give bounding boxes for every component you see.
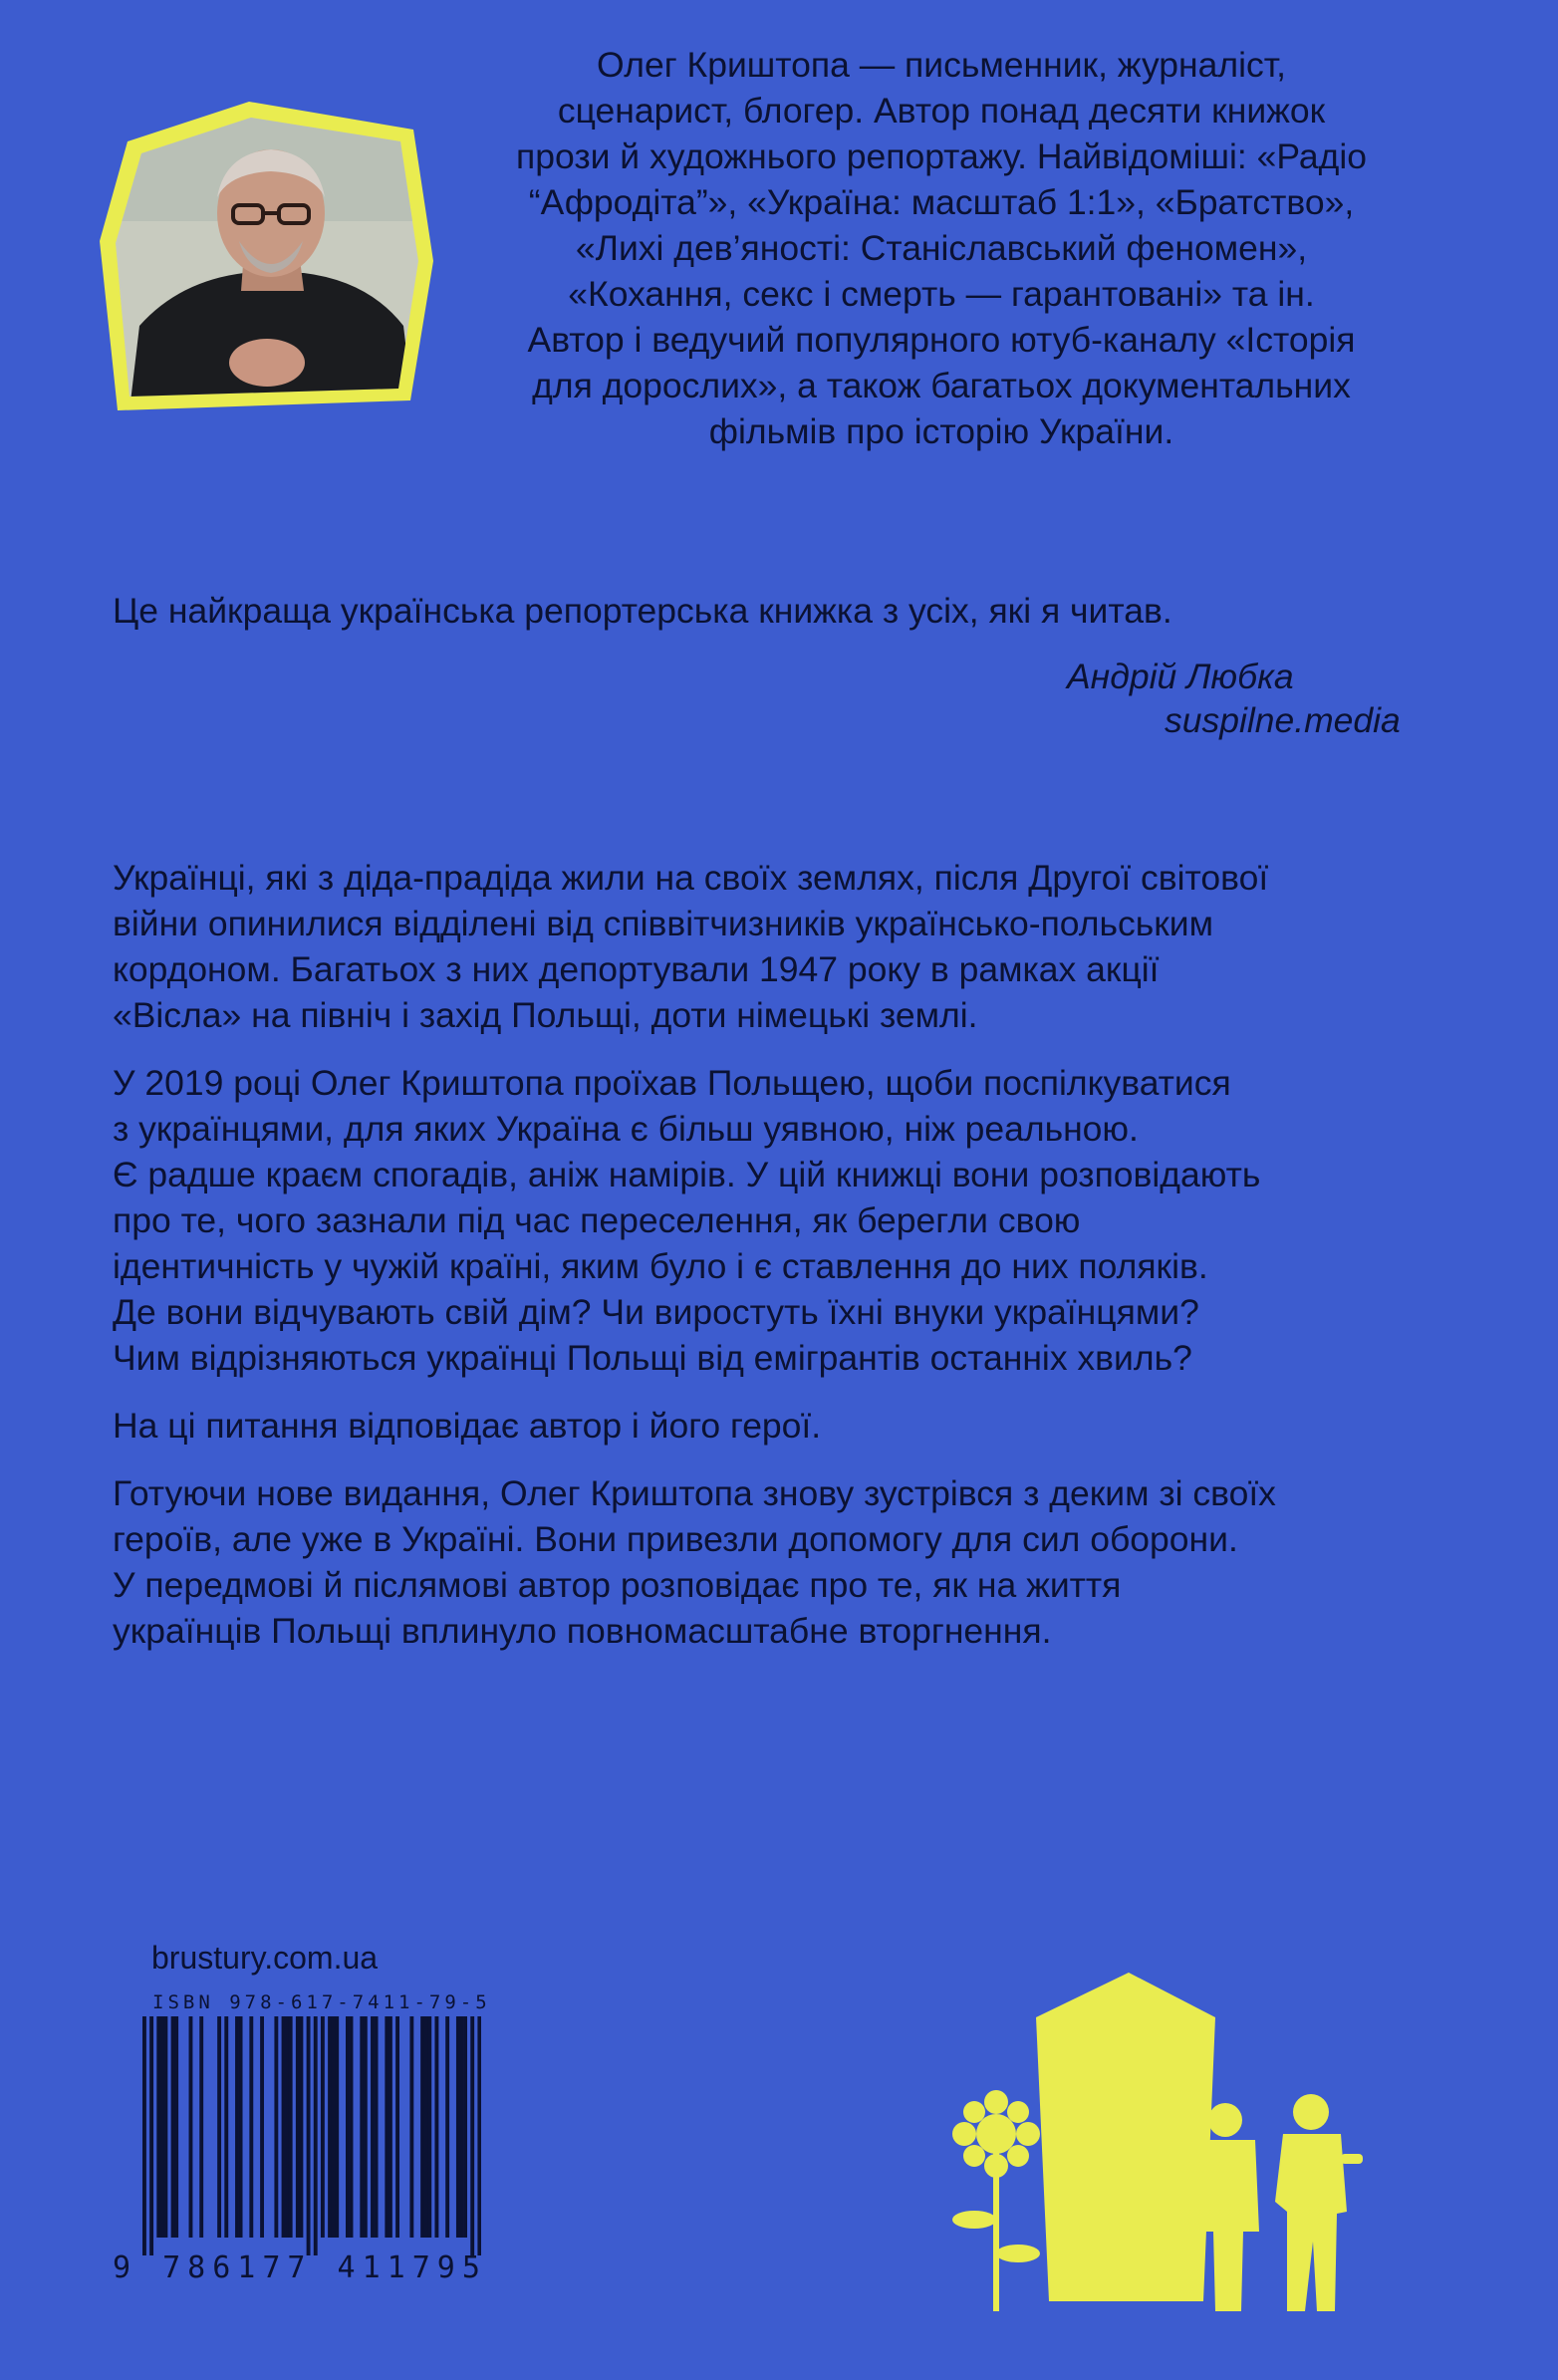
barcode-bar [285, 2016, 289, 2238]
barcode-bar [463, 2016, 467, 2238]
author-hands [229, 339, 305, 387]
barcode-bar [445, 2016, 449, 2238]
publisher-website[interactable]: brustury.com.ua [151, 1940, 379, 1976]
barcode-bar [289, 2016, 293, 2238]
barcode-bar [171, 2016, 175, 2238]
family-house-sunflower-icon [905, 1903, 1423, 2332]
quote-text: Це найкраща українська репортерська книжка з усіх, які я читав. [113, 591, 1172, 631]
barcode-bar [332, 2016, 336, 2238]
description-paragraph [113, 1060, 1447, 1381]
barcode-bar [477, 2016, 481, 2255]
description-line: Де вони відчувають свій дім? Чи виростуть їхні внуки українцями? [113, 1292, 1199, 1332]
barcode-bar [335, 2016, 339, 2238]
barcode-bar [174, 2016, 178, 2238]
house-shape [1036, 1973, 1215, 2301]
description-paragraph [113, 1403, 1447, 1449]
description-line: Готуючи нове видання, Олег Криштопа знову зустрівся з деким зі своїх [113, 1473, 1276, 1513]
barcode-bar [163, 2016, 167, 2238]
barcode-bar [160, 2016, 164, 2238]
barcode-bar [189, 2016, 193, 2238]
barcode-bar [385, 2016, 389, 2238]
barcode-bar [224, 2016, 228, 2238]
barcode-bar [282, 2016, 286, 2238]
author-bio [438, 42, 1444, 454]
description-line: українців Польщі вплинуло повномасштабне вторгнення. [113, 1611, 1052, 1651]
description-line: Чим відрізняються українці Польщі від емігрантів останніх хвиль? [113, 1338, 1192, 1378]
barcode-bar [249, 2016, 253, 2238]
bio-line: фільмів про історію України. [708, 411, 1174, 451]
barcode-bar [299, 2016, 303, 2238]
barcode-bar [460, 2016, 464, 2238]
description-line: ідентичність у чужій країні, яким було і є ставлення до них поляків. [113, 1246, 1208, 1286]
barcode-bar [424, 2016, 428, 2238]
bio-line: для дорослих», а також багатьох документальних [532, 366, 1351, 405]
bio-line: “Афродіта”», «Україна: масштаб 1:1», «Братство», [528, 182, 1355, 222]
barcode-bar [375, 2016, 379, 2238]
barcode-bar [456, 2016, 460, 2238]
barcode-bar [395, 2016, 399, 2238]
barcode-bar [389, 2016, 392, 2238]
bio-line: Олег Криштопа — письменник, журналіст, [597, 45, 1286, 85]
quote-author: Андрій Любка [1067, 657, 1294, 696]
person-figure [1275, 2094, 1363, 2311]
sunflower-shape [952, 2090, 1040, 2311]
barcode-bar [149, 2016, 153, 2255]
barcode-bar [470, 2016, 474, 2255]
barcode-bar [321, 2016, 325, 2238]
bio-line: Автор і ведучий популярного ютуб-каналу «Історія [527, 320, 1356, 360]
description-line: На ці питання відповідає автор і його герої. [113, 1406, 822, 1446]
isbn-label: ISBN 978-617-7411-79-5 [152, 1991, 491, 2013]
description-line: «Вісла» на північ і захід Польщі, доти німецькі землі. [113, 995, 978, 1035]
quote-source: suspilne.media [1165, 700, 1401, 740]
barcode-bar [350, 2016, 354, 2238]
barcode-bar [307, 2016, 311, 2255]
bio-line: «Кохання, секс і смерть — гарантовані» та ін. [568, 274, 1315, 314]
barcode-bar [156, 2016, 160, 2238]
description-paragraph [113, 1470, 1447, 1654]
author-photo [100, 102, 433, 410]
barcode-bar [434, 2016, 438, 2238]
barcode [113, 1990, 494, 2289]
barcode-bar [239, 2016, 243, 2238]
barcode-bar [199, 2016, 203, 2238]
barcode-bar [142, 2016, 146, 2255]
description-line: з українцями, для яких Україна є більш уявною, ніж реальною. [113, 1109, 1139, 1149]
barcode-bar [364, 2016, 368, 2238]
description-line: У 2019 році Олег Криштопа проїхав Польщею, щоби поспілкуватися [113, 1063, 1231, 1103]
barcode-bar [260, 2016, 264, 2238]
barcode-bars [142, 2016, 481, 2255]
book-description [113, 855, 1447, 1654]
bio-line: прози й художнього репортажу. Найвідоміші: «Радіо [516, 136, 1367, 176]
quote-attribution [1067, 654, 1445, 740]
description-line: Є радше краєм спогадів, аніж намірів. У цій книжці вони розповідають [113, 1155, 1261, 1194]
barcode-bar [346, 2016, 350, 2238]
description-line: У передмові й післямові автор розповідає про те, як на життя [113, 1565, 1122, 1605]
description-line: героїв, але уже в Україні. Вони привезли допомогу для сил оборони. [113, 1519, 1238, 1559]
barcode-bar [235, 2016, 239, 2238]
barcode-bar [328, 2016, 332, 2238]
bio-line: «Лихі дев’яності: Станіславський феномен», [575, 228, 1308, 268]
barcode-bar [427, 2016, 431, 2238]
barcode-bar [371, 2016, 375, 2238]
description-line: кордоном. Багатьох з них депортували 1947 року в рамках акції [113, 949, 1160, 989]
barcode-number: 9 786177 411795 [113, 2250, 487, 2285]
description-paragraph [113, 855, 1447, 1038]
barcode-bar [296, 2016, 300, 2238]
barcode-bar [274, 2016, 278, 2238]
description-line: про те, чого зазнали під час переселення, як берегли свою [113, 1200, 1081, 1240]
barcode-bar [314, 2016, 318, 2255]
review-quote [113, 588, 1401, 740]
bio-line: сценарист, блогер. Автор понад десяти книжок [557, 91, 1326, 131]
description-line: війни опинилися відділені від співвітчизників українсько-польським [113, 904, 1213, 943]
description-line: Українці, які з діда-прадіда жили на своїх землях, після Другої світової [113, 858, 1269, 898]
barcode-bar [409, 2016, 413, 2238]
barcode-bar [420, 2016, 424, 2238]
barcode-bar [360, 2016, 364, 2238]
barcode-bar [217, 2016, 221, 2238]
